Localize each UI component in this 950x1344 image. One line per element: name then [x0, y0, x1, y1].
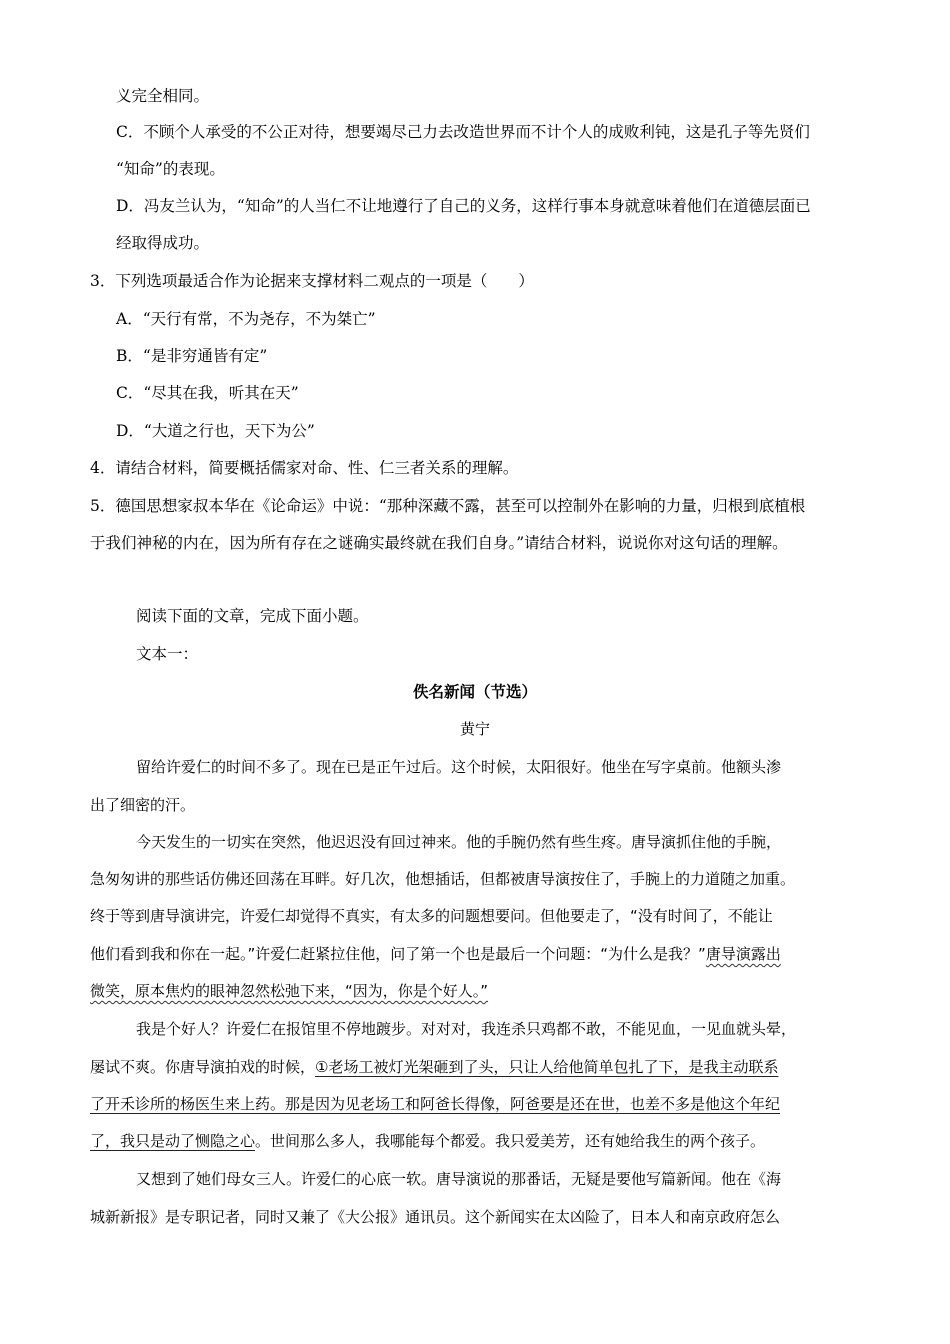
underlined-sentence-1-cont: 了开禾诊所的杨医生来上药。那是因为见老场工和阿爸长得像，阿爸要是还在世，也差不多是他这个年纪 — [90, 1095, 781, 1113]
question-3-option-c: C．“尽其在我，听其在天” — [116, 384, 299, 402]
para4-line2: 城新新报》是专职记者，同时又兼了《大公报》通讯员。这个新闻实在太凶险了，日本人和南京政府怎么 — [90, 1208, 781, 1226]
para3-line3 — [90, 1094, 780, 1114]
option-d-line2: 经取得成功。 — [116, 234, 210, 252]
para2-line3: 终于等到唐导演讲完，许爱仁却觉得不真实，有太多的问题想要问。但他要走了，“没有时间了，不能让 — [90, 907, 773, 925]
question-3-option-a: A．“天行有常，不为尧存，不为桀亡” — [116, 310, 376, 328]
question-4-stem: 4．请结合材料，简要概括儒家对命、性、仁三者关系的理解。 — [90, 459, 519, 477]
wavy-underlined-sentence: 唐导演露出 — [705, 945, 781, 963]
wavy-underlined-sentence-cont: 微笑，原本焦灼的眼神忽然松弛下来，“因为，你是个好人。” — [90, 982, 489, 1000]
para3-line4-plain: 。世间那么多人，我哪能每个都爱。我只爱美芳，还有她给我生的两个孩子。 — [255, 1132, 766, 1150]
para2-line4 — [90, 944, 781, 964]
underlined-sentence-1-end: 了，我只是动了恻隐之心 — [90, 1132, 256, 1150]
para2-line1: 今天发生的一切实在突然，他迟迟没有回过神来。他的手腕仍然有些生疼。唐导演抓住他的手腕， — [136, 833, 782, 851]
para4-line1: 又想到了她们母女三人。许爱仁的心底一软。唐导演说的那番话，无疑是要他写篇新闻。他在《海 — [136, 1170, 782, 1188]
para3-line2-plain: 屡试不爽。你唐导演拍戏的时候， — [90, 1058, 316, 1076]
option-b-tail: 义完全相同。 — [116, 87, 210, 105]
reading-instruction: 阅读下面的文章，完成下面小题。 — [136, 607, 369, 625]
question-5-line2: 于我们神秘的内在，因为所有存在之谜确实最终就在我们自身。”请结合材料，说说你对这句话的理解。 — [90, 534, 788, 552]
para3-line4 — [90, 1131, 765, 1151]
question-3-stem: 3．下列选项最适合作为论据来支撑材料二观点的一项是（ ） — [90, 272, 534, 290]
para1-line2: 出了细密的汗。 — [90, 796, 196, 814]
underlined-sentence-1: ①老场工被灯光架砸到了头，只让人给他简单包扎了下，是我主动联系 — [315, 1058, 779, 1076]
para1-line1: 留给许爱仁的时间不多了。现在已是正午过后。这个时候，太阳很好。他坐在写字桌前。他额头渗 — [136, 758, 782, 776]
option-d-line1: D．冯友兰认为，“知命”的人当仁不让地遵行了自己的义务，这样行事本身就意味着他们在道德层面已 — [116, 197, 811, 215]
para2-line4-plain: 他们看到我和你在一起。”许爱仁赶紧拉住他，问了第一个也是最后一个问题：“为什么是我？” — [90, 945, 706, 963]
para3-line1: 我是个好人？许爱仁在报馆里不停地踱步。对对对，我连杀只鸡都不敢，不能见血，一见血就头晕， — [136, 1020, 797, 1038]
question-3-option-b: B．“是非穷通皆有定” — [116, 347, 268, 365]
question-3-option-d: D．“大道之行也，天下为公” — [116, 422, 315, 440]
question-5-line1: 5．德国思想家叔本华在《论命运》中说：“那种深藏不露，甚至可以控制外在影响的力量，归根到底植根 — [90, 497, 806, 515]
para2-line5 — [90, 981, 488, 1001]
option-c-line2: “知命”的表现。 — [116, 160, 225, 178]
article-title: 佚名新闻（节选） — [412, 683, 537, 701]
para3-line2 — [90, 1057, 778, 1077]
para2-line2: 急匆匆讲的那些话仿佛还回荡在耳畔。好几次，他想插话，但都被唐导演按住了，手腕上的力道随之加重。 — [90, 870, 796, 888]
text-label: 文本一： — [136, 645, 199, 663]
article-author: 黄宁 — [459, 720, 490, 738]
option-c-line1: C．不顾个人承受的不公正对待，想要竭尽己力去改造世界而不计个人的成败利钝，这是孔子等先贤们 — [116, 123, 810, 141]
